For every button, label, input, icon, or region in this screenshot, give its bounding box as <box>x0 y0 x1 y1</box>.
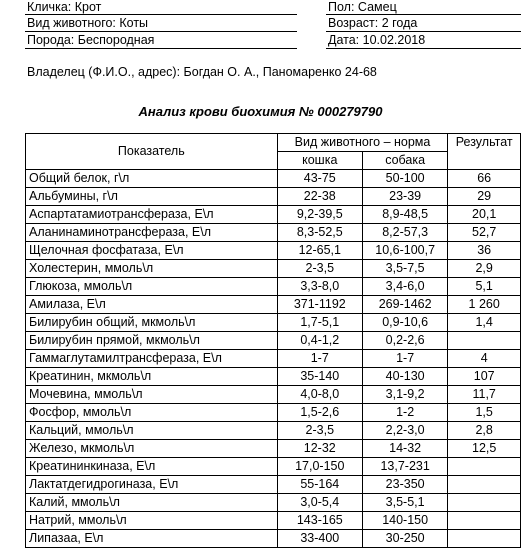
owner-field: Владелец (Ф.И.О., адрес): Богдан О. А., Паномаренко 24-68 <box>27 65 377 79</box>
result-cell: 36 <box>448 242 521 260</box>
table-row <box>26 530 521 548</box>
dog-norm-cell: 0,2-2,6 <box>362 332 447 350</box>
table-row <box>26 458 521 476</box>
cat-norm-cell: 143-165 <box>277 512 362 530</box>
result-cell <box>448 512 521 530</box>
dog-norm-cell: 0,9-10,6 <box>362 314 447 332</box>
dog-norm-cell: 23-39 <box>362 188 447 206</box>
age-underline <box>326 31 521 32</box>
header-dog: собака <box>362 152 447 170</box>
header-indicator: Показатель <box>26 134 278 170</box>
sex-field: Пол: Самец <box>328 0 397 14</box>
cat-norm-cell: 2-3,5 <box>277 422 362 440</box>
dog-norm-cell: 8,9-48,5 <box>362 206 447 224</box>
table-row <box>26 260 521 278</box>
cat-norm-cell: 17,0-150 <box>277 458 362 476</box>
cat-norm-cell: 12-65,1 <box>277 242 362 260</box>
dog-norm-cell: 3,1-9,2 <box>362 386 447 404</box>
result-cell <box>448 476 521 494</box>
species-underline <box>25 31 297 32</box>
dog-norm-cell: 269-1462 <box>362 296 447 314</box>
table-body <box>26 170 521 548</box>
cat-norm-cell: 43-75 <box>277 170 362 188</box>
result-cell: 4 <box>448 350 521 368</box>
cat-norm-cell: 55-164 <box>277 476 362 494</box>
result-cell: 66 <box>448 170 521 188</box>
indicator-cell: Альбумины, г\л <box>26 188 278 206</box>
cat-norm-cell: 35-140 <box>277 368 362 386</box>
table-row <box>26 170 521 188</box>
report-title: Анализ крови биохимия № 000279790 <box>138 104 383 119</box>
date-underline <box>326 48 521 49</box>
indicator-cell: Билирубин общий, мкмоль\л <box>26 314 278 332</box>
result-cell: 52,7 <box>448 224 521 242</box>
cat-norm-cell: 1,7-5,1 <box>277 314 362 332</box>
indicator-cell: Аланинаминотрансфераза, Е\л <box>26 224 278 242</box>
pet-name-underline <box>25 14 297 15</box>
indicator-cell: Натрий, ммоль\л <box>26 512 278 530</box>
dog-norm-cell: 40-130 <box>362 368 447 386</box>
result-cell: 2,9 <box>448 260 521 278</box>
dog-norm-cell: 1-7 <box>362 350 447 368</box>
dog-norm-cell: 2,2-3,0 <box>362 422 447 440</box>
result-cell: 29 <box>448 188 521 206</box>
dog-norm-cell: 140-150 <box>362 512 447 530</box>
cat-norm-cell: 8,3-52,5 <box>277 224 362 242</box>
result-cell: 12,5 <box>448 440 521 458</box>
cat-norm-cell: 2-3,5 <box>277 260 362 278</box>
result-cell: 1,4 <box>448 314 521 332</box>
table-row <box>26 206 521 224</box>
cat-norm-cell: 12-32 <box>277 440 362 458</box>
result-cell <box>448 494 521 512</box>
table-row <box>26 296 521 314</box>
result-cell: 107 <box>448 368 521 386</box>
breed-underline <box>25 48 297 49</box>
indicator-cell: Железо, мкмоль\л <box>26 440 278 458</box>
cat-norm-cell: 9,2-39,5 <box>277 206 362 224</box>
table-row <box>26 278 521 296</box>
table-row <box>26 188 521 206</box>
indicator-cell: Фосфор, ммоль\л <box>26 404 278 422</box>
result-cell <box>448 458 521 476</box>
dog-norm-cell: 3,5-7,5 <box>362 260 447 278</box>
dog-norm-cell: 10,6-100,7 <box>362 242 447 260</box>
cat-norm-cell: 4,0-8,0 <box>277 386 362 404</box>
dog-norm-cell: 50-100 <box>362 170 447 188</box>
table-row <box>26 440 521 458</box>
breed-field: Порода: Беспородная <box>27 33 155 47</box>
date-field: Дата: 10.02.2018 <box>328 33 426 47</box>
table-row <box>26 404 521 422</box>
indicator-cell: Холестерин, ммоль\л <box>26 260 278 278</box>
table-row <box>26 422 521 440</box>
table-row <box>26 242 521 260</box>
result-cell: 11,7 <box>448 386 521 404</box>
indicator-cell: Кальций, ммоль\л <box>26 422 278 440</box>
cat-norm-cell: 1-7 <box>277 350 362 368</box>
species-field: Вид животного: Коты <box>27 16 149 30</box>
indicator-cell: Мочевина, ммоль\л <box>26 386 278 404</box>
indicator-cell: Креатининкиназа, Е\л <box>26 458 278 476</box>
indicator-cell: Аспартатамиотрансфераза, Е\л <box>26 206 278 224</box>
result-cell <box>448 530 521 548</box>
cat-norm-cell: 3,3-8,0 <box>277 278 362 296</box>
cat-norm-cell: 3,0-5,4 <box>277 494 362 512</box>
header-cat: кошка <box>277 152 362 170</box>
table-row <box>26 332 521 350</box>
indicator-cell: Гаммаглутамилтрансфераза, Е\л <box>26 350 278 368</box>
table-row <box>26 314 521 332</box>
dog-norm-cell: 23-350 <box>362 476 447 494</box>
dog-norm-cell: 13,7-231 <box>362 458 447 476</box>
result-cell: 1 260 <box>448 296 521 314</box>
dog-norm-cell: 3,4-6,0 <box>362 278 447 296</box>
cat-norm-cell: 0,4-1,2 <box>277 332 362 350</box>
indicator-cell: Глюкоза, ммоль\л <box>26 278 278 296</box>
dog-norm-cell: 1-2 <box>362 404 447 422</box>
table-row <box>26 224 521 242</box>
table-row <box>26 494 521 512</box>
indicator-cell: Липазаа, Е\л <box>26 530 278 548</box>
dog-norm-cell: 8,2-57,3 <box>362 224 447 242</box>
table-row <box>26 368 521 386</box>
cat-norm-cell: 371-1192 <box>277 296 362 314</box>
result-cell: 5,1 <box>448 278 521 296</box>
dog-norm-cell: 30-250 <box>362 530 447 548</box>
age-field: Возраст: 2 года <box>328 16 418 30</box>
table-row <box>26 512 521 530</box>
indicator-cell: Амилаза, Е\л <box>26 296 278 314</box>
cat-norm-cell: 33-400 <box>277 530 362 548</box>
header-norm: Вид животного – норма <box>277 134 448 152</box>
sex-underline <box>326 14 521 15</box>
dog-norm-cell: 3,5-5,1 <box>362 494 447 512</box>
indicator-cell: Щелочная фосфатаза, Е\л <box>26 242 278 260</box>
cat-norm-cell: 22-38 <box>277 188 362 206</box>
indicator-cell: Креатинин, мкмоль\л <box>26 368 278 386</box>
cat-norm-cell: 1,5-2,6 <box>277 404 362 422</box>
indicator-cell: Калий, ммоль\л <box>26 494 278 512</box>
indicator-cell: Общий белок, г\л <box>26 170 278 188</box>
indicator-cell: Лактатдегидрогиназа, Е\л <box>26 476 278 494</box>
result-cell: 1,5 <box>448 404 521 422</box>
result-cell: 2,8 <box>448 422 521 440</box>
result-cell <box>448 332 521 350</box>
biochemistry-table <box>25 133 521 548</box>
pet-name-field: Кличка: Крот <box>27 0 102 14</box>
indicator-cell: Билирубин прямой, мкмоль\л <box>26 332 278 350</box>
table-row <box>26 386 521 404</box>
table-row <box>26 350 521 368</box>
result-cell: 20,1 <box>448 206 521 224</box>
dog-norm-cell: 14-32 <box>362 440 447 458</box>
header-result: Результат <box>448 134 521 170</box>
table-row <box>26 476 521 494</box>
